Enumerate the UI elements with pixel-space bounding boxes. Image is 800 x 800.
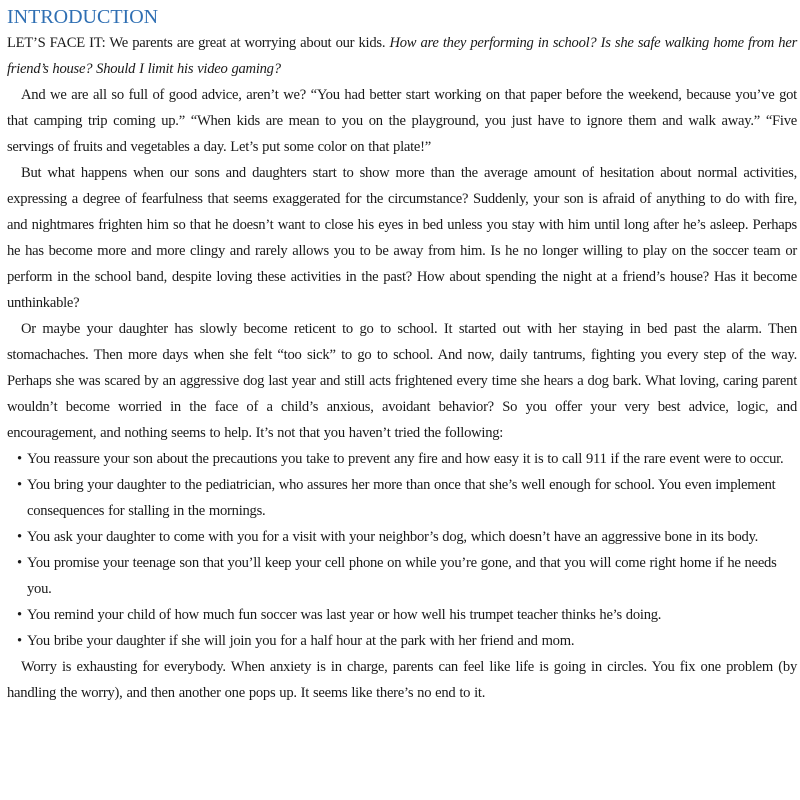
- list-item-text: You reassure your son about the precautions you take to prevent any fire and how easy it is to call 911 if the rare event were to occur.: [27, 451, 784, 467]
- paragraph-5: Worry is exhausting for everybody. When anxiety is in charge, parents can feel like life is going in circles. You fix one problem (by handling the worry), and then another one pops up. It seems like there’s no end to it.: [7, 659, 797, 701]
- bullet-icon: •: [17, 633, 22, 649]
- section-heading: INTRODUCTION: [7, 6, 159, 28]
- bullet-list: [7, 446, 797, 654]
- paragraph-1: [7, 30, 797, 82]
- paragraph-2: And we are all so full of good advice, aren’t we? “You had better start working on that paper before the weekend, because you’ve got that camping trip coming up.” “When kids are mean to you on the playground, you just have to ignore them and walk away.” “Five servings of fruits and vegetables a day. Let’s put some color on that plate!”: [7, 87, 797, 155]
- list-item-text: You ask your daughter to come with you for a visit with your neighbor’s dog, which doesn’t have an aggressive bone in its body.: [27, 529, 759, 545]
- bullet-icon: •: [17, 477, 22, 493]
- list-item-text: You remind your child of how much fun soccer was last year or how well his trumpet teacher thinks he’s doing.: [27, 607, 662, 623]
- list-item-text: You bribe your daughter if she will join you for a half hour at the park with her friend and mom.: [27, 633, 575, 649]
- paragraph-4: Or maybe your daughter has slowly become reticent to go to school. It started out with her staying in bed past the alarm. Then stomachaches. Then more days when she felt “too sick” to go to school. And now, daily tantrums, fighting you every step of the way. Perhaps she was scared by an aggressive dog last year and still acts frightened every time she hears a dog bark. What loving, caring parent wouldn’t become worried in the face of a child’s anxious, avoidant behavior? So you offer your very best advice, logic, and encouragement, and nothing seems to help. It’s not that you haven’t tried the following:: [7, 321, 797, 441]
- document-page: [7, 4, 797, 706]
- bullet-icon: •: [17, 529, 22, 545]
- list-item: [17, 602, 797, 628]
- paragraph-1-text: We parents are great at worrying about our kids.: [105, 35, 390, 51]
- list-item-text: You promise your teenage son that you’ll keep your cell phone on while you’re gone, and that you will come right home if he needs you.: [27, 555, 777, 597]
- list-item: [17, 472, 797, 524]
- list-item: [17, 524, 797, 550]
- bullet-icon: •: [17, 555, 22, 571]
- list-item: [17, 550, 797, 602]
- list-item: [17, 628, 797, 654]
- paragraph-1-lead: LET’S FACE IT:: [7, 35, 106, 51]
- list-item-text: You bring your daughter to the pediatrician, who assures her more than once that she’s well enough for school. You even implement consequences for stalling in the mornings.: [27, 477, 776, 519]
- paragraph-3: But what happens when our sons and daughters start to show more than the average amount of hesitation about normal activities, expressing a degree of fearfulness that seems exaggerated for the circumstance? Suddenly, your son is afraid of anything to do with fire, and nightmares frighten him so that he doesn’t want to close his eyes in bed unless you stay with him until long after he’s asleep. Perhaps he has become more and more clingy and rarely allows you to be away from him. Is he no longer willing to play on the soccer team or perform in the school band, despite loving these activities in the past? How about spending the night at a friend’s house? Has it become unthinkable?: [7, 165, 797, 311]
- list-item: [17, 446, 797, 472]
- bullet-icon: •: [17, 451, 22, 467]
- paragraph-1-italic: How are they performing in school? Is she safe walking home from her friend’s house? Should I limit his video gaming?: [7, 35, 798, 77]
- bullet-icon: •: [17, 607, 22, 623]
